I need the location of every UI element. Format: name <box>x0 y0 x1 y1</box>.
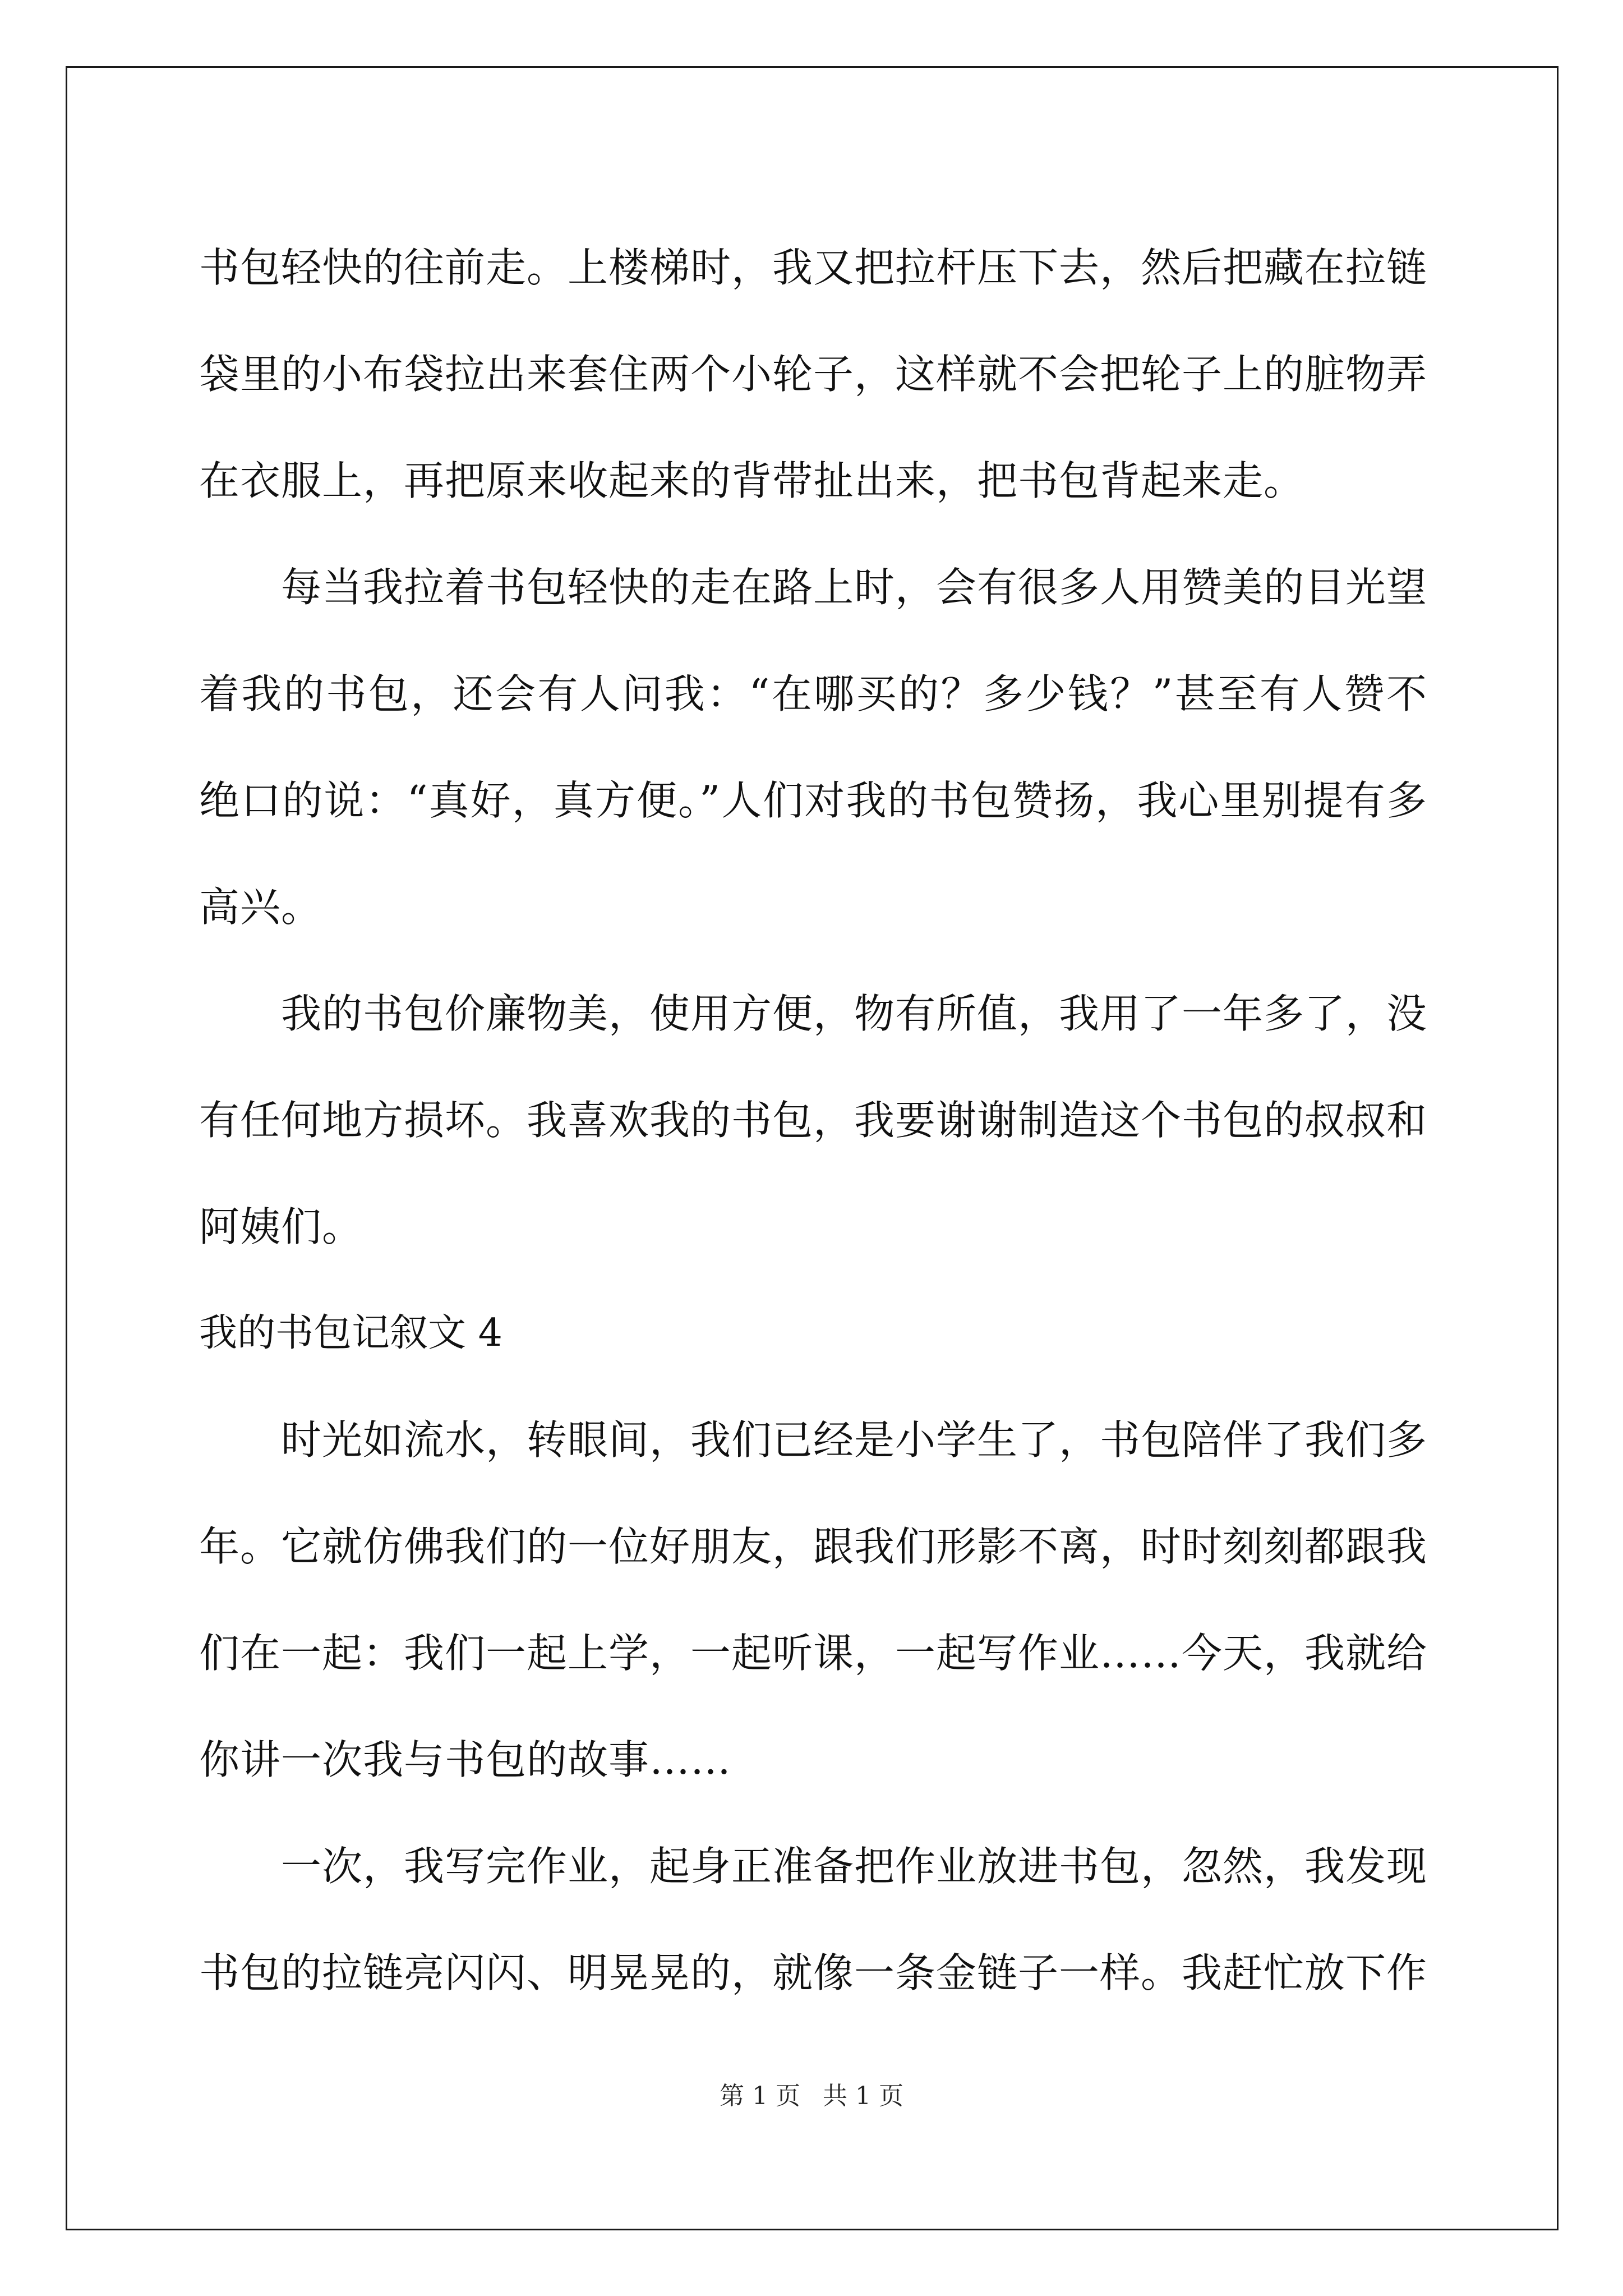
paragraph: 我的书包价廉物美，使用方便，物有所值，我用了一年多了，没有任何地方损坏。我喜欢我的书包，我要谢谢制造这个书包的叔叔和阿姨们。 <box>199 990 1428 1250</box>
page-total: 共 1 页 <box>823 2082 903 2110</box>
paragraph: 时光如流水，转眼间，我们已经是小学生了，书包陪伴了我们多年。它就仿佛我们的一位好朋友，跟我们形影不离，时时刻刻都跟我们在一起：我们一起上学，一起听课，一起写作业……今天，我就给你讲一次我与书包的故事…… <box>199 1416 1428 1783</box>
paragraph: 一次，我写完作业，起身正准备把作业放进书包，忽然，我发现书包的拉链亮闪闪、明晃晃的，就像一条金链子一样。我赶忙放下作 <box>199 1843 1428 1996</box>
paragraph-continuation: 书包轻快的往前走。上楼梯时，我又把拉杆压下去，然后把藏在拉链袋里的小布袋拉出来套住两个小轮子，这样就不会把轮子上的脏物弄在衣服上，再把原来收起来的背带扯出来，把书包背起来走。 <box>199 244 1428 504</box>
section-heading: 我的书包记叙文 4 <box>199 1311 502 1355</box>
page-footer <box>0 2076 1623 2111</box>
paragraph: 每当我拉着书包轻快的走在路上时，会有很多人用赞美的目光望着我的书包，还会有人问我：“在哪买的？多少钱？”甚至有人赞不绝口的说：“真好，真方便。”人们对我的书包赞扬，我心里别提有多高兴。 <box>199 564 1428 931</box>
document-body <box>199 214 1427 2026</box>
page-number: 第 1 页 <box>720 2082 800 2110</box>
